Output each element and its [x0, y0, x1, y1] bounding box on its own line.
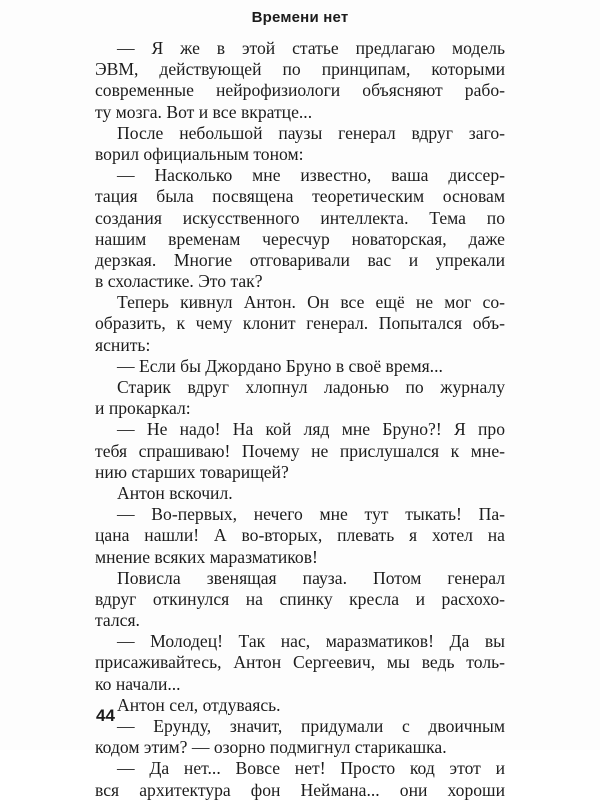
- text-line: — Не надо! На кой ляд мне Бруно?! Я про: [117, 419, 505, 440]
- text-line: — Я же в этой статье предлагаю модель: [117, 38, 505, 58]
- text-line: образить, к чему клонит генерал. Попытался объ-: [95, 313, 505, 334]
- text-line: кодом этим? — озорно подмигнул старикашка.: [95, 737, 447, 758]
- text-line: тался.: [95, 610, 140, 631]
- text-line: — Ерунду, значит, придумали с двоичным: [117, 716, 505, 736]
- text-line: нашим временам чересчур новаторская, даже: [95, 228, 505, 249]
- page-number: 44: [96, 706, 115, 725]
- text-line: Старик вдруг хлопнул ладонью по журналу: [117, 377, 505, 397]
- text-line: Теперь кивнул Антон. Он все ещё не мог со-: [117, 292, 505, 313]
- text-line: дерзкая. Многие отговаривали вас и упрекали: [95, 249, 505, 270]
- text-line: Антон вскочил.: [117, 482, 233, 503]
- text-line: тебя спрашиваю! Почему не прислушался к мне-: [95, 440, 505, 461]
- text-line: современные нейрофизиологи объясняют рабо-: [95, 80, 505, 101]
- text-line: После небольшой паузы генерал вдруг заго-: [117, 122, 505, 143]
- text-line: — Молодец! Так нас, маразматиков! Да вы: [117, 631, 505, 652]
- text-line: — Во-первых, нечего мне тут тыкать! Па-: [117, 504, 505, 525]
- text-line: ЭВМ, действующей по принципам, которыми: [95, 59, 505, 80]
- text-line: ворил официальным тоном:: [95, 143, 304, 164]
- text-line: в схоластике. Это так?: [95, 271, 263, 292]
- text-line: создания искусственного интеллекта. Тема по: [95, 207, 505, 228]
- text-line: Антон сел, отдуваясь.: [117, 694, 281, 715]
- body-text: [95, 38, 505, 801]
- text-line: ту мозга. Вот и все вкратце...: [95, 101, 313, 122]
- text-line: мнение всяких маразматиков!: [95, 546, 318, 567]
- text-line: и прокаркал:: [95, 398, 191, 419]
- text-line: цана нашли! А во-вторых, плевать я хотел на: [95, 525, 505, 546]
- text-line: — Насколько мне известно, ваша диссер-: [117, 165, 505, 186]
- text-line: — Если бы Джордано Бруно в своё время...: [117, 355, 443, 376]
- text-line: присаживайтесь, Антон Сергеевич, мы ведь толь-: [95, 652, 505, 673]
- text-line: тация была посвящена теоретическим основам: [95, 186, 505, 207]
- text-line: нию старших товарищей?: [95, 461, 289, 482]
- text-line: — Да нет... Вовсе нет! Просто код этот и: [117, 758, 505, 779]
- text-line: вдруг откинулся на спинку кресла и расхохо-: [95, 588, 505, 609]
- text-line: яснить:: [95, 334, 151, 355]
- text-line: Повисла звенящая пауза. Потом генерал: [117, 567, 505, 588]
- running-head: Времени нет: [251, 9, 349, 26]
- text-line: вся архитектура фон Неймана... они хороши: [95, 779, 505, 800]
- text-line: ко начали...: [95, 673, 181, 694]
